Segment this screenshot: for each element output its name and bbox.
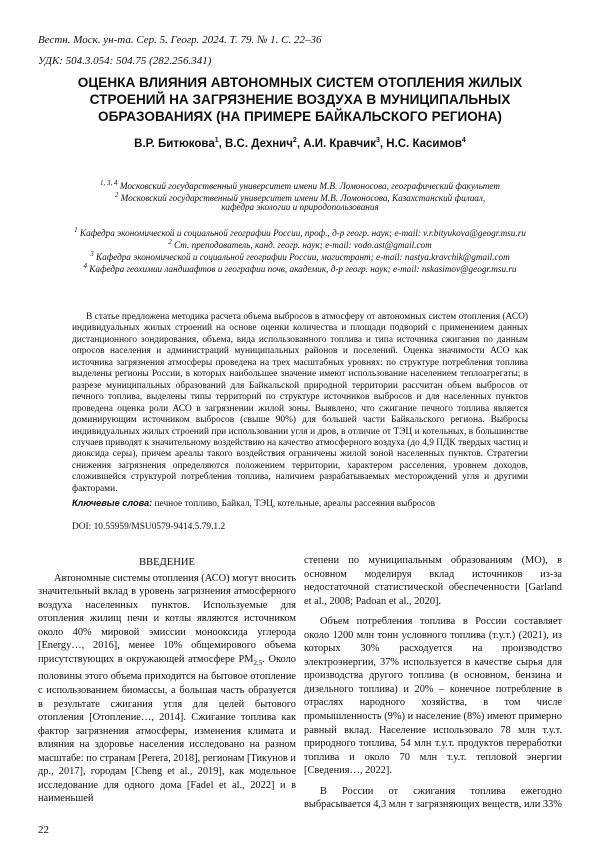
footnote-sup: 3 <box>90 250 94 258</box>
footnote-sup: 4 <box>83 262 87 270</box>
affiliation-text: Московский государственный университет имени М.В. Ломоносова, географический факультет <box>119 181 500 192</box>
journal-reference: Вестн. Моск. ун-та. Сер. 5. Геогр. 2024. Т. 79. № 1. С. 22–36 <box>38 34 322 46</box>
keywords-text: печное топливо, Байкал, ТЭЦ, котельные, ареалы рассеяния выбросов <box>154 499 436 509</box>
right-column <box>304 554 562 812</box>
title-line: СТРОЕНИЙ НА ЗАГРЯЗНЕНИЕ ВОЗДУХА В МУНИЦИПАЛЬНЫХ <box>89 92 511 107</box>
footnote-text: Кафедра экономической и социальной географии России, магистрант; e-mail: nastya.kravchik@gmail.com <box>96 252 510 263</box>
footnote-sup: 2 <box>168 238 172 246</box>
author-sup: 3 <box>375 137 380 144</box>
article-title <box>38 74 562 125</box>
author-sup: 2 <box>292 137 297 144</box>
keywords-label: Ключевые слова: <box>72 498 153 508</box>
author-sup: 1 <box>214 137 219 144</box>
paragraph: В России от сжигания топлива ежегодно выбрасывается 4,3 млн т загрязняющих веществ, или 33% <box>304 785 562 811</box>
page-number: 22 <box>38 824 49 836</box>
title-line: ОБРАЗОВАНИЯХ (НА ПРИМЕРЕ БАЙКАЛЬСКОГО РЕГИОНА) <box>98 109 502 124</box>
paragraph: Объем потребления топлива в России составляет около 1200 млн тонн условного топлива (т.у.т.) (2021), из которых 30% расходуется на производство электроэнергии, 37% используется в качестве сырья для производства другого топлива (в основном, бензина и дизельного топлива) и 20% – конечное потребление в отраслях народного хозяйства, в том числе промышленность (9%) и население (8%) имеют примерно равный вклад. Население использовало 78 млн т.у.т. природного топлива, 54 млн т.у.т. продуктов переработки топлива и около 70 млн т.у.т. тепловой энергии [Сведения…, 2022]. <box>304 616 562 777</box>
author-separator: , <box>296 137 304 150</box>
subscript: 2,5 <box>253 658 263 667</box>
author-name: В.С. Дехнич <box>225 137 293 150</box>
section-heading: ВВЕДЕНИЕ <box>138 557 196 568</box>
author-name: В.Р. Битюкова <box>134 137 215 150</box>
affiliation-sup: 2 <box>114 191 119 199</box>
affiliation <box>38 202 562 214</box>
title-line: ОЦЕНКА ВЛИЯНИЯ АВТОНОМНЫХ СИСТЕМ ОТОПЛЕНИЯ ЖИЛЫХ <box>77 75 523 90</box>
footnote-text: Кафедра экономической и социальной географии России, проф., д-р геогр. наук; e-mail: v.r.bityukova@geogr.msu.ru <box>79 228 526 239</box>
affiliation-text: Московский государственный университет имени М.В. Ломоносова, Казахстанский филиал, <box>120 193 486 204</box>
affiliation-text: кафедра экологии и природопользования <box>221 202 379 212</box>
author-separator: , <box>218 137 226 150</box>
left-column <box>38 556 296 806</box>
paragraph-text: . Около половины этого объема приходится на бытовое отопление с использованием биомассы, а большая часть образуется в результате сжигания угля для целей бытового отопления [Отопление…, 2014]. Сжигание топлива как фактор загрязнения атмосферы, изменения климата и влияния на здоровье населения исследовано на разном масштабе: по странам [Perera, 2018], регионам [Тикунов и др., 2017], городам [Cheng et al., 2019], как модельное исследование для одного дома [Fadel et al., 2022] и в наименьшей <box>38 653 296 805</box>
footnote-text: Кафедра геохимии ландшафтов и географии почв, академик, д-р геогр. наук; e-mail: nskasimov@geogr.msu.ru <box>89 264 517 275</box>
udk-code: УДК: 504.3.054: 504.75 (282.256.341) <box>38 55 212 67</box>
author-separator: , <box>379 137 387 150</box>
author-list <box>38 137 562 150</box>
paragraph <box>38 572 296 806</box>
doi: DOI: 10.55959/MSU0579-9414.5.79.1.2 <box>72 522 226 532</box>
author-name: Н.С. Касимов <box>386 137 462 150</box>
author-footnote <box>38 261 562 275</box>
author-sup: 4 <box>461 137 466 144</box>
paragraph: степени по муниципальным образованиям (МО), в основном моделируя вклад источников из-за недостаточной статистической обеспеченности [Garland et al., 2008; Padoan et al., 2020]. <box>304 555 562 607</box>
paragraph-text: Автономные системы отопления (АСО) могут вносить значительный вклад в уровень загрязнения атмосферного воздуха населенных пунктов. Используемые для отопления жилищ печи и котлы являются источником около 40% мировой эмиссии монооксида углерода [Energy…, 2016], менее 10% общемирового объема присутствующих в окружающей атмосфере PM <box>38 572 296 665</box>
abstract: В статье предложена методика расчета объема выбросов в атмосферу от автономных систем отопления (АСО) индивидуальных жилых строений на основе оценки количества и площади подворий с применением данных дистанционного зондирования, объема, вида использованного топлива и типа источника сжигания по данным опросов населения и администраций муниципальных районов и поселений. Оценка значимости АСО как источника загрязнения атмосферы проведена на трех масштабных уровнях: по структуре потребления топлива выделены регионы России, в которых наибольшее значение имеют использование населением теплоагрегаты; в разрезе муниципальных образований для Байкальской природной территории рассчитан объем выбросов от печного топлива, выделены типы территорий по структуре источников выбросов и для населенных пунктов проведена оценка роли АСО в загрязнении жилой зоны. Выявлено, что сжигание печного топлива является доминирующим источником выбросов (свыше 90%) для большей части Байкальского региона. Выбросы индивидуальных жилых строений при использовании угля и дров, в отличие от ТЭЦ и котельных, в большинстве случаев приводят к значительному воздействию на качество атмосферного воздуха (до 4,9 ПДК твердых частиц и диоксида серы), причем ареалы такого воздействия ограничены жилой зоной населенных пунктов. Стратегии снижения загрязнения определяются положением территории, характером расселения, уровнем доходов, сложившейся структурой потребления топлива, наличием разрабатываемых месторождений угля и другими факторами. <box>72 312 528 494</box>
keywords <box>72 498 528 509</box>
footnote-text: Ст. преподаватель, канд. геогр. наук; e-mail: vodo.ast@gmail.com <box>174 240 432 251</box>
affiliation-sup: 1, 3, 4 <box>100 179 118 187</box>
author-name: А.И. Кравчик <box>303 137 376 150</box>
footnote-sup: 1 <box>74 226 78 234</box>
